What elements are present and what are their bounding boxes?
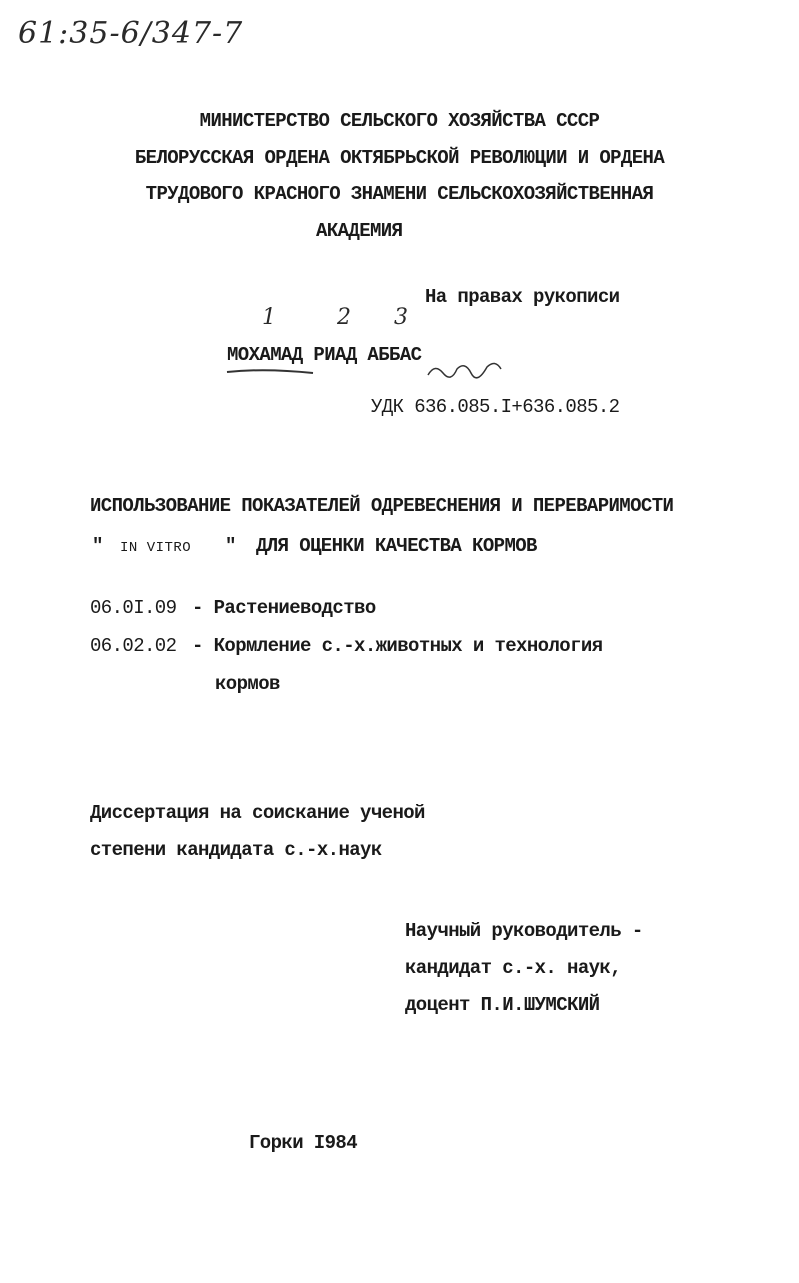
institution-line-3: ТРУДОВОГО КРАСНОГО ЗНАМЕНИ СЕЛЬСКОХОЗЯЙСТВЕННАЯ — [145, 183, 654, 205]
specialty-continuation: кормов — [215, 673, 280, 695]
institution-line-1: МИНИСТЕРСТВО СЕЛЬСКОГО ХОЗЯЙСТВА СССР — [199, 110, 600, 132]
specialty-code-2: 06.02.02 — [90, 635, 177, 657]
title-quote-open: " — [92, 535, 103, 557]
title-quote-close: " — [225, 535, 236, 557]
supervisor-line-2: кандидат с.-х. наук, — [405, 957, 622, 979]
place-and-year: Горки I984 — [249, 1132, 358, 1154]
title-in-vitro: IN VITRO — [120, 540, 192, 556]
signature — [425, 355, 505, 385]
institution-line-4: АКАДЕМИЯ — [316, 220, 403, 242]
dissertation-line-2: степени кандидата с.-х.наук — [90, 839, 382, 861]
supervisor-line-1: Научный руководитель - — [405, 920, 643, 942]
author-mark-1: 1 — [262, 305, 277, 330]
rights-note: На правах рукописи — [425, 286, 620, 308]
dissertation-line-1: Диссертация на соискание ученой — [90, 802, 425, 824]
author-underline — [225, 364, 320, 380]
author-name: МОХАМАД РИАД АББАС — [227, 344, 422, 366]
specialty-name-1: - Растениеводство — [192, 597, 376, 619]
title-line-1: ИСПОЛЬЗОВАНИЕ ПОКАЗАТЕЛЕЙ ОДРЕВЕСНЕНИЯ И ПЕРЕВАРИМОСТИ — [90, 495, 674, 517]
author-mark-2: 2 — [337, 305, 352, 330]
title-line-2: ДЛЯ ОЦЕНКИ КАЧЕСТВА КОРМОВ — [256, 535, 537, 557]
supervisor-line-3: доцент П.И.ШУМСКИЙ — [405, 994, 600, 1016]
archive-mark: 61:35-6/347-7 — [18, 16, 244, 51]
udk-code: УДК 636.085.I+636.085.2 — [371, 396, 620, 418]
specialty-code-1: 06.0I.09 — [90, 597, 177, 619]
institution-line-2: БЕЛОРУССКАЯ ОРДЕНА ОКТЯБРЬСКОЙ РЕВОЛЮЦИИ И ОРДЕНА — [134, 147, 665, 169]
author-mark-3: 3 — [394, 305, 409, 330]
specialty-name-2: - Кормление с.-х.животных и технология — [192, 635, 603, 657]
